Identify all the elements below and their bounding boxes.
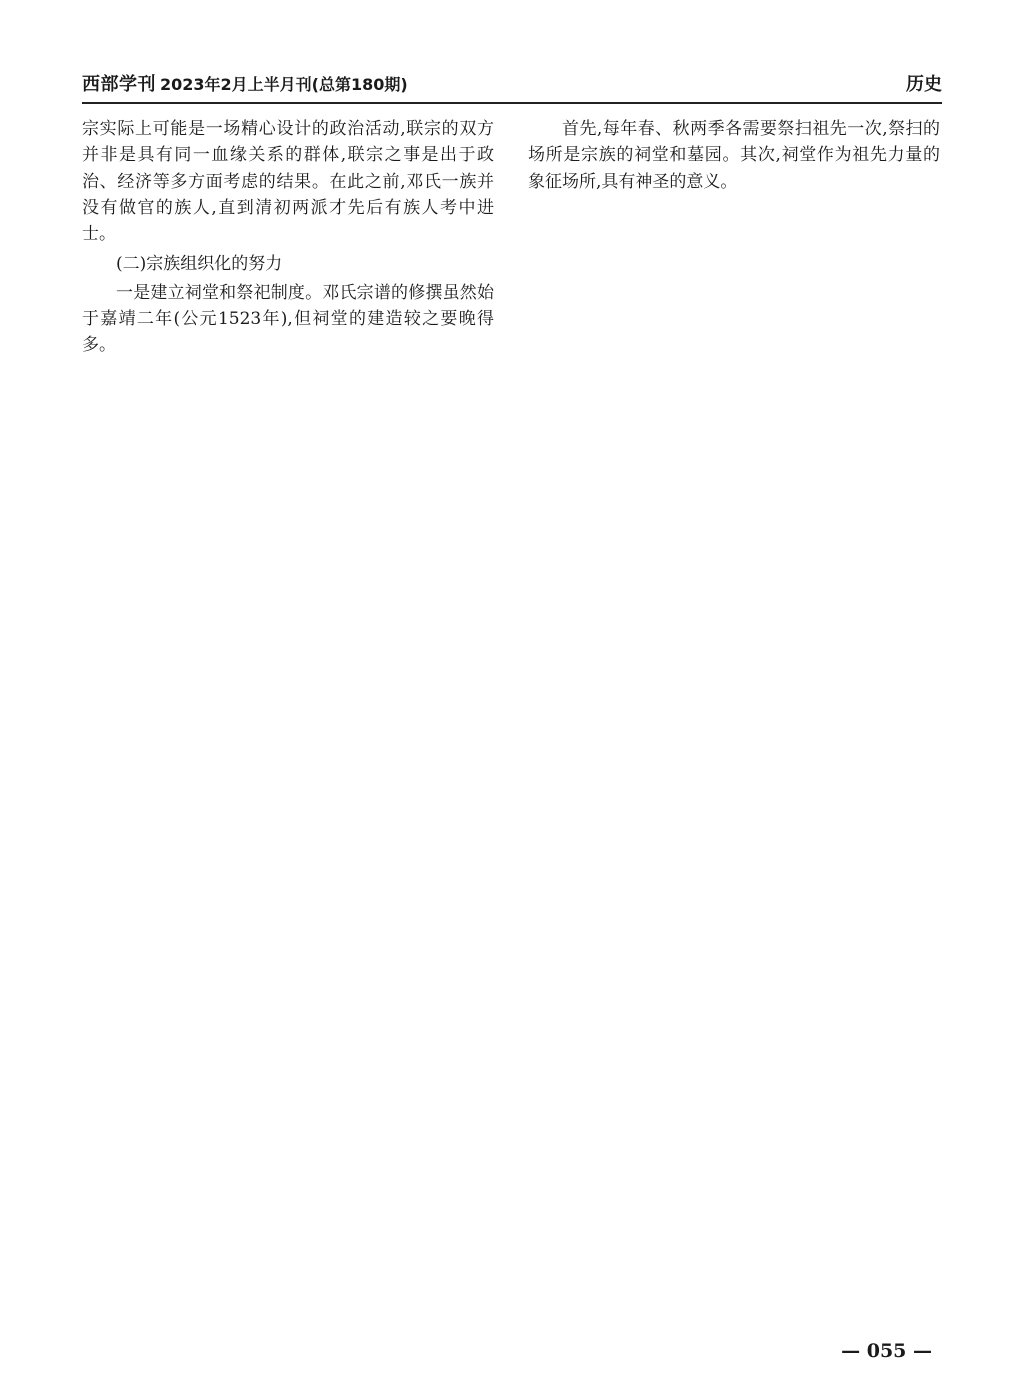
subheading: (二)宗族组织化的努力 [116,254,283,275]
paragraph: 一是建立祠堂和祭祀制度。邓氏宗谱的修撰虽然始于嘉靖二年(公元1523年),但祠堂的建造较之要晚得多。 [82,282,494,356]
paragraph: 宗实际上可能是一场精心设计的政治活动,联宗的双方并非是具有同一血缘关系的群体,联宗之事是出于政治、经济等多方面考虑的结果。在此之前,邓氏一族并没有做官的族人,直到清初两派才先后有族人考中进士。 [82,119,494,245]
left-column [82,116,494,359]
page-number: — 055 — [841,1340,932,1362]
right-column [528,116,940,195]
journal-issue: 2023年2月上半月刊(总第180期) [160,75,408,94]
paragraph: 首先,每年春、秋两季各需要祭扫祖先一次,祭扫的场所是宗族的祠堂和墓园。其次,祠堂作为祖先力量的象征场所,具有神圣的意义。 [528,119,940,192]
journal-brand: 西部学刊 [82,74,156,95]
page-header [82,66,942,104]
section-label: 历史 [906,74,942,95]
